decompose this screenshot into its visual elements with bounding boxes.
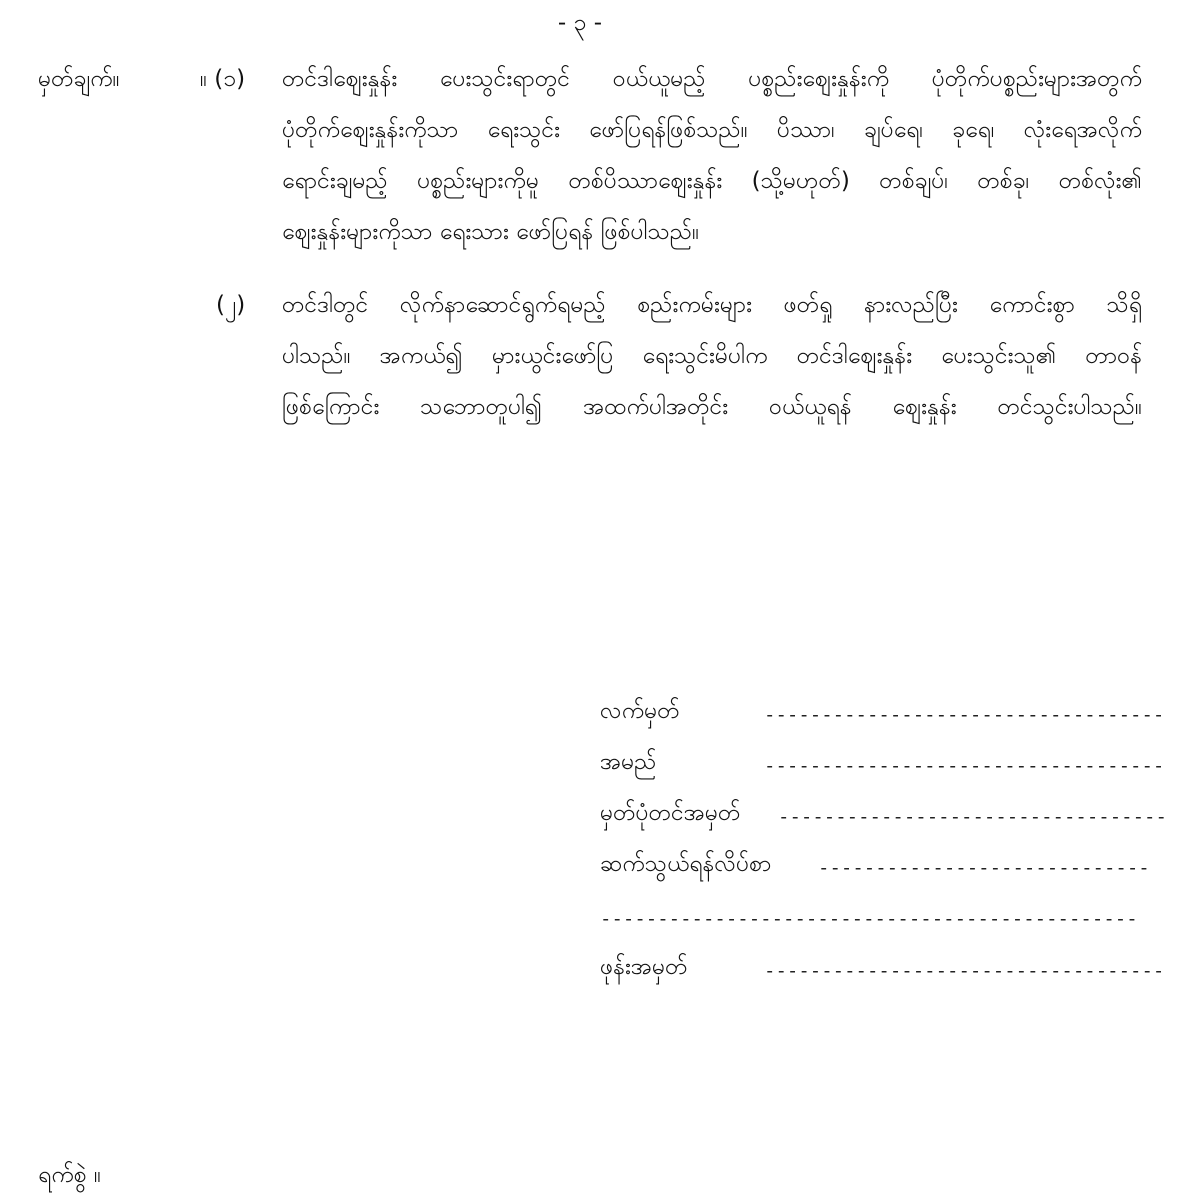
item-1-line-3: ရောင်းချမည့် ပစ္စည်းများကိုမူ တစ်ပိဿာဈေးနှုန်း (သို့မဟုတ်) တစ်ချပ်၊ တစ်ခု၊ တစ်လုံး၏ [282, 168, 1142, 194]
item-2-line-2: ပါသည်။ အကယ်၍ မှားယွင်းဖော်ပြ ရေးသွင်းမိပါက တင်ဒါဈေးနှုန်း ပေးသွင်းသူ၏ တာဝန် [282, 343, 1142, 369]
item-2-line-1: တင်ဒါတွင် လိုက်နာဆောင်ရွက်ရမည့် စည်းကမ်းများ ဖတ်ရှု နားလည်ပြီး ကောင်းစွာ သိရှိ [282, 292, 1142, 318]
address-line-2: ----------------------------------------------- [600, 908, 1138, 930]
item-1-line-2: ပုံတိုက်ဈေးနှုန်းကိုသာ ရေးသွင်း ဖော်ပြရန်ဖြစ်သည်။ ပိဿာ၊ ချပ်ရေ၊ ခုရေ၊ လုံးရေအလိုက် [282, 117, 1142, 143]
item-2-marker: (၂) [216, 292, 246, 318]
signature-label: လက်မှတ် [600, 698, 680, 724]
item-2-line-3: ဖြစ်ကြောင်း သဘောတူပါ၍ အထက်ပါအတိုင်း ဝယ်ယူရန် ဈေးနှုန်း တင်သွင်းပါသည်။ [282, 394, 1142, 420]
item-1-line-1: တင်ဒါဈေးနှုန်း ပေးသွင်းရာတွင် ဝယ်ယူမည့် ပစ္စည်းဈေးနှုန်းကို ပုံတိုက်ပစ္စည်းများအတွက် [282, 66, 1142, 92]
date-label: ရက်စွဲ ။ [38, 1162, 101, 1188]
registration-label: မှတ်ပုံတင်အမှတ် [600, 800, 741, 826]
address-line: ----------------------------- [818, 857, 1150, 879]
item-1-line-4: ဈေးနှုန်းများကိုသာ ရေးသား ဖော်ပြရန် ဖြစ်ပါသည်။ [282, 219, 700, 245]
page-number: - ၃ - [557, 10, 603, 36]
remark-label: မှတ်ချက်။ [38, 66, 120, 92]
name-line: ----------------------------------- [764, 755, 1165, 777]
name-label: အမည် [600, 749, 657, 775]
item-1-marker: ။ (၁) [200, 66, 246, 92]
registration-line: ---------------------------------- [778, 806, 1167, 828]
phone-label: ဖုန်းအမှတ် [600, 954, 688, 980]
phone-line: ----------------------------------- [764, 960, 1165, 982]
address-label: ဆက်သွယ်ရန်လိပ်စာ [600, 851, 772, 877]
signature-line: ----------------------------------- [764, 704, 1165, 726]
